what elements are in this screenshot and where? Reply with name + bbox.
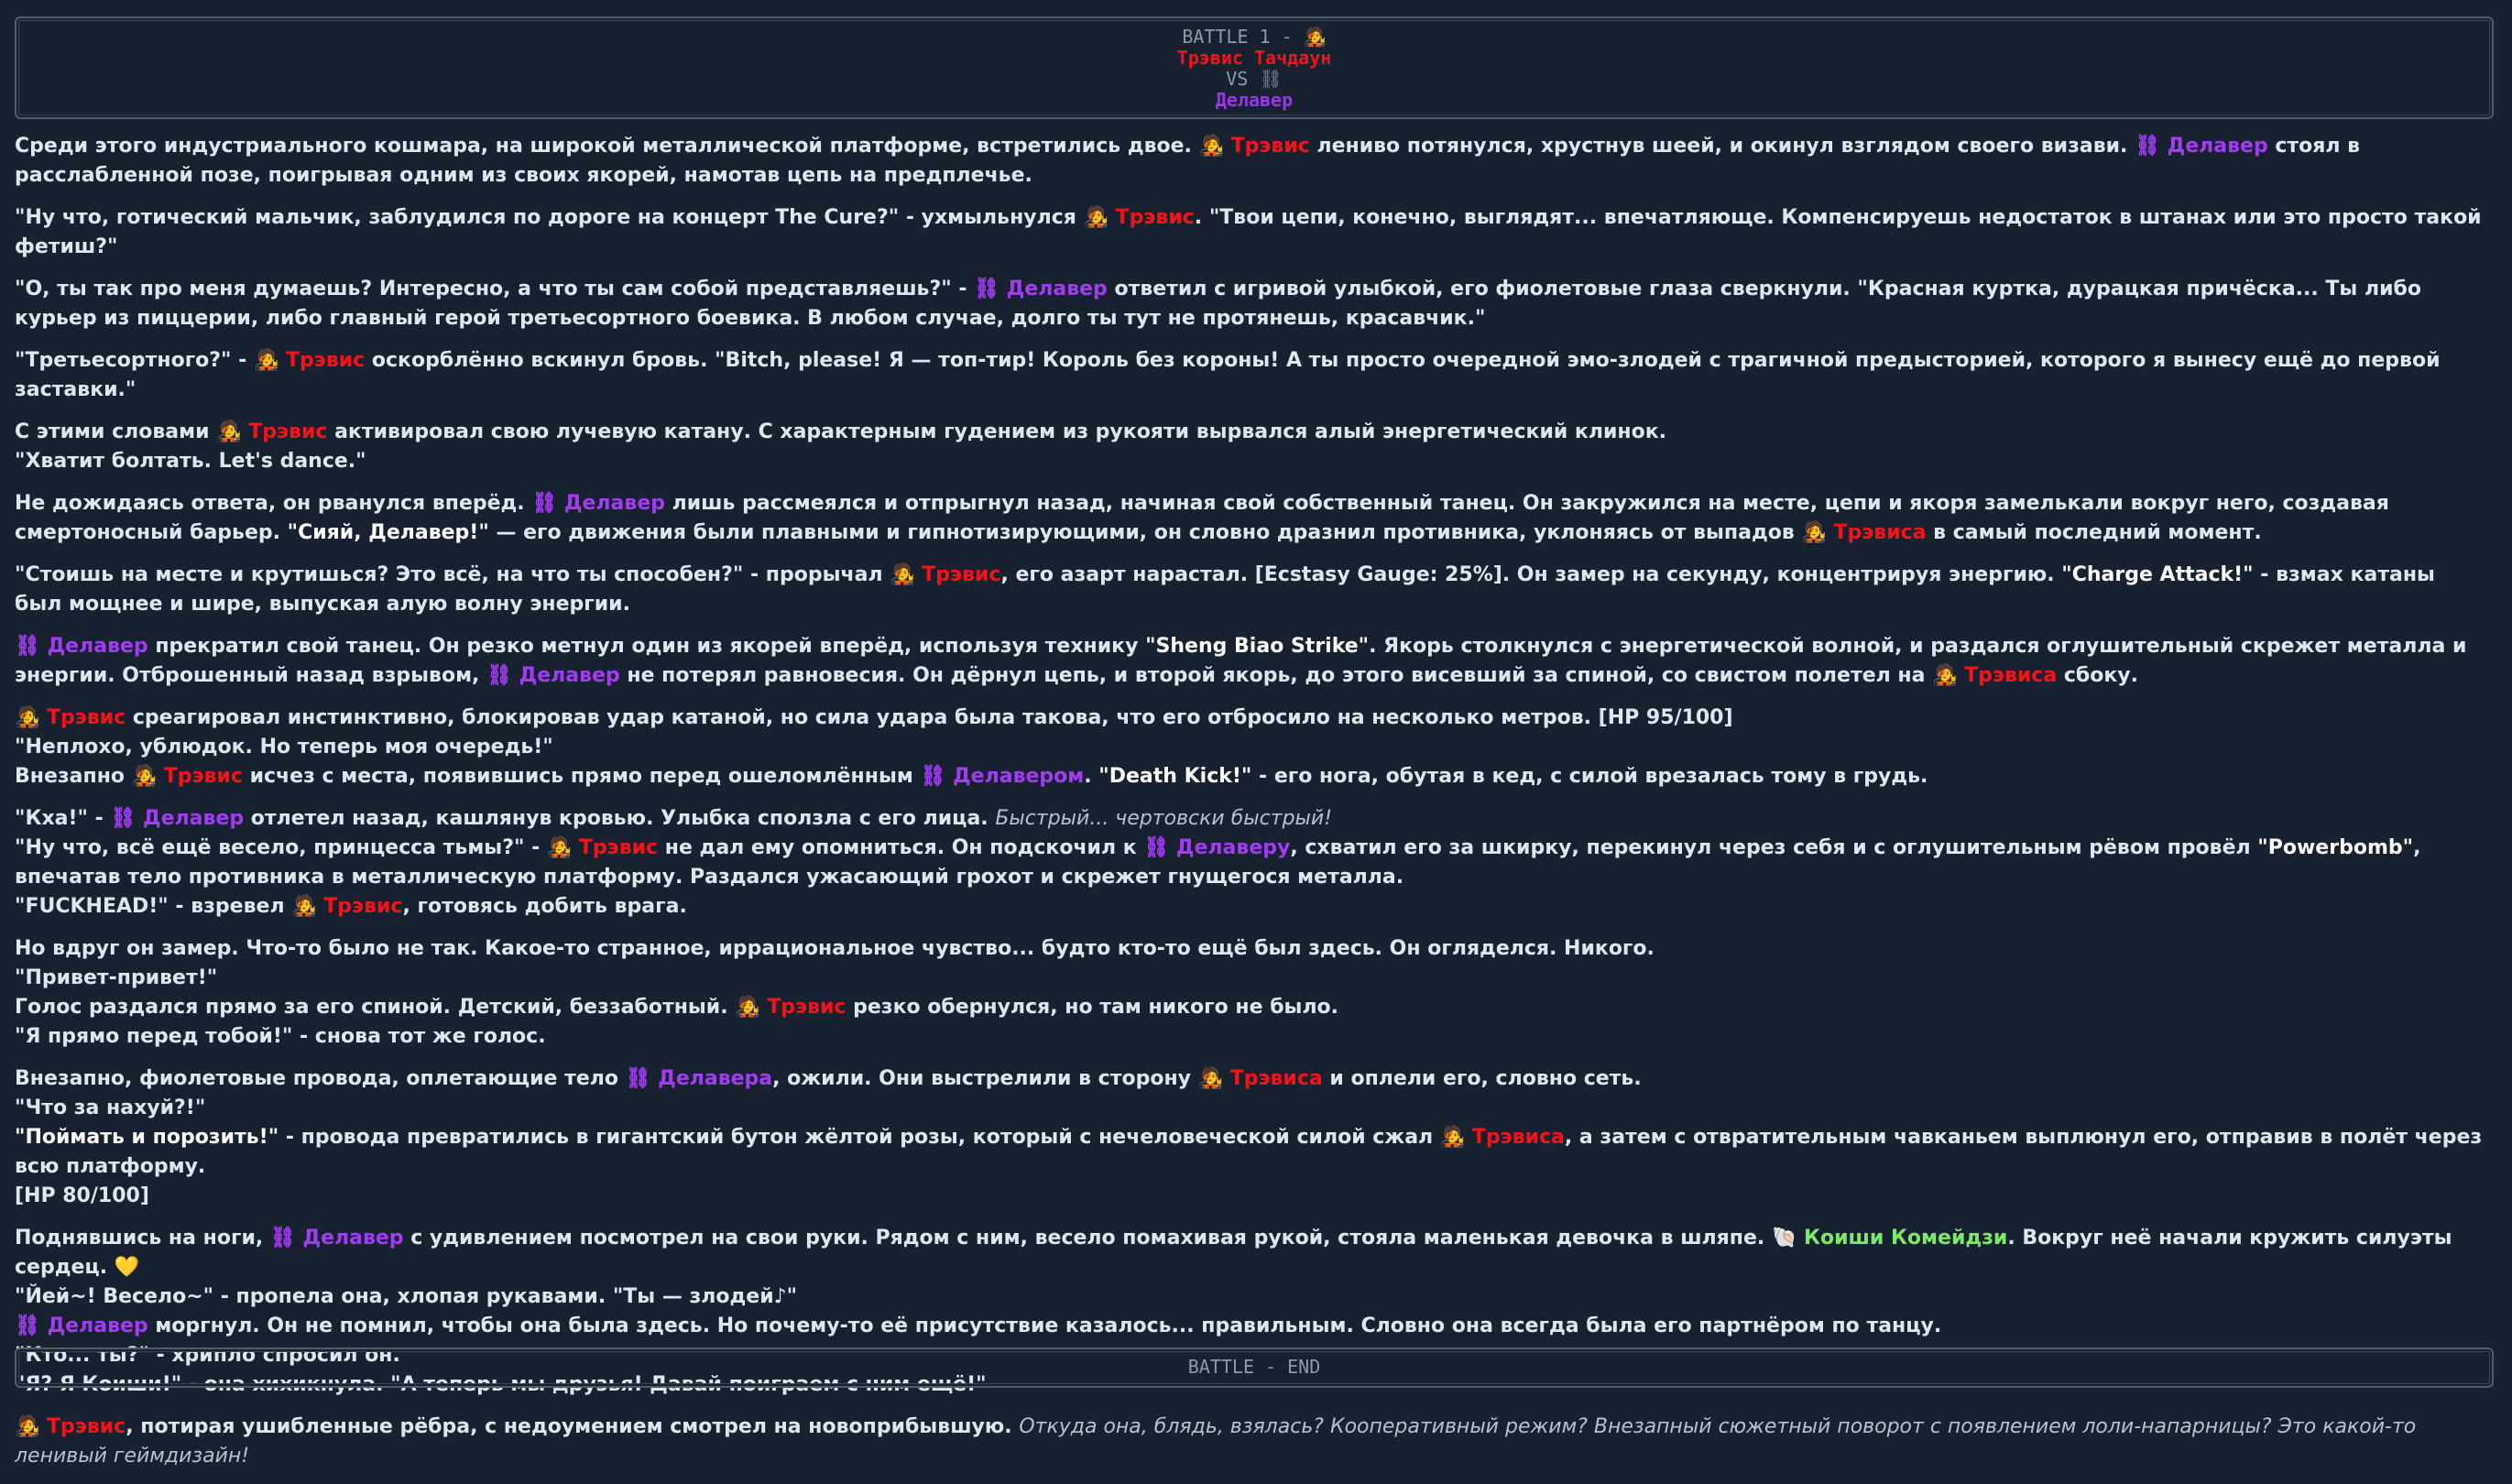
character-name-koishi: 🐚 Коиши Комейдзи — [1771, 1227, 2008, 1249]
character-name-travis: 🧑‍🎤 Трэвис — [216, 420, 328, 443]
story-text: Не дожидаясь ответа, он рванулся вперёд. — [15, 492, 532, 515]
story-text: лениво потянулся, хрустнув шеей, и окинул взглядом своего визави. — [1309, 135, 2135, 158]
character-name-travis: 🧑‍🎤 Трэвиса — [1801, 521, 1927, 544]
story-text: оскорблённо вскинул бровь. "Bitch, please! Я — топ-тир! Король без короны! А ты просто очередной эмо-злодей с трагичной предысторией, которого я вынесу ещё до первой заставки." — [15, 349, 2441, 401]
story-paragraph — [15, 804, 2488, 922]
story-text: не дал ему опомниться. Он подскочил к — [658, 836, 1144, 859]
story-text: "Кто... ты?" - хрипло спросил он. — [15, 1344, 400, 1367]
story-text: "Кха!" - — [15, 807, 111, 830]
story-text: "Ну что, всё ещё весело, принцесса тьмы?" - — [15, 836, 547, 859]
character-name-travis: 🧑‍🎤 Трэвис — [15, 1415, 126, 1438]
story-text: . "Твои цепи, конечно, выглядят... впечатляюще. Компенсируешь недостаток в штанах или это просто такой фетиш?" — [15, 206, 2482, 258]
character-name-travis: 🧑‍🎤 Трэвис — [735, 996, 846, 1019]
story-text: "Я прямо перед тобой!" - снова тот же голос. — [15, 1025, 546, 1048]
technique-callout: "Powerbomb" — [2257, 836, 2414, 859]
story-text: Поднявшись на ноги, — [15, 1227, 270, 1249]
story-text: , потирая ушибленные рёбра, с недоумением смотрел на новоприбывшую. — [126, 1415, 1020, 1438]
story-text: "О, ты так про меня думаешь? Интересно, а что ты сам собой представляешь?" - — [15, 278, 975, 300]
story-text: лишь рассмеялся и отпрыгнул назад, начиная свой собственный танец. Он закружился на месте, цепи и якоря замелькали вокруг него, создавая смертоносный барьер. — [15, 492, 2389, 544]
story-text: "FUCKHEAD!" - взревел — [15, 895, 292, 918]
story-text: , впечатав тело противника в металлическую платформу. Раздался ужасающий грохот и скрежет гнущегося металла. — [15, 836, 2421, 889]
character-name-delaver: ⛓ Делавер — [486, 664, 620, 687]
story-text: ответил с игривой улыбкой, его фиолетовые глаза сверкнули. "Красная куртка, дурацкая причёска... Ты либо курьер из пиццерии, либо главный герой третьесортного боевика. В любом случае, долго ты тут не протянешь, красавчик." — [15, 278, 2421, 330]
story-text: "Ну что, готический мальчик, заблудился по дороге на концерт The Cure?" - ухмыльнулся — [15, 206, 1084, 229]
story-text: в самый последний момент. — [1926, 521, 2262, 544]
character-name-travis: 🧑‍🎤 Трэвис — [546, 836, 659, 859]
story-text: "Неплохо, ублюдок. Но теперь моя очередь!" — [15, 736, 553, 758]
character-name-delaver: ⛓ Делавера — [625, 1067, 773, 1090]
battle-end-label: BATTLE - END — [1187, 1356, 1321, 1378]
inner-thought: Быстрый... чертовски быстрый! — [995, 807, 1333, 830]
story-text: "Стоишь на месте и крутишься? Это всё, на что ты способен?" - прорычал — [15, 563, 890, 586]
story-text: , готовясь добить врага. — [402, 895, 687, 918]
character-name-travis: 🧑‍🎤 Трэвис — [1198, 135, 1310, 158]
story-text: активировал свою лучевую катану. С характерным гудением из рукояти вырвался алый энергетический клинок. — [327, 420, 1666, 443]
character-name-travis: 🧑‍🎤 Трэвис — [1083, 206, 1195, 229]
story-text: "Третьесортного?" - — [15, 349, 254, 372]
technique-callout: "Сияй, Делавер!" — [287, 521, 489, 544]
character-name-travis: 🧑‍🎤 Трэвиса — [1932, 664, 2058, 687]
character-name-travis: 🧑‍🎤 Трэвис — [253, 349, 366, 372]
battle-footer-banner — [15, 1348, 2494, 1388]
battle-title: BATTLE 1 - 🧑‍🎤 — [1182, 26, 1327, 48]
technique-callout: "Sheng Biao Strike" — [1145, 635, 1370, 658]
story-text: Внезапно, фиолетовые провода, оплетающие тело — [15, 1067, 626, 1090]
character-name-delaver: ⛓ Делавер — [15, 635, 148, 658]
character-name-delaver: ⛓ Делавер — [269, 1227, 404, 1249]
character-name-travis: 🧑‍🎤 Трэвис — [291, 895, 403, 918]
story-paragraph — [15, 704, 2488, 791]
character-name-delaver: ⛓ Делавер — [2135, 135, 2268, 158]
story-text: моргнул. Он не помнил, чтобы она была здесь. Но почему-то её присутствие казалось... правильным. Словно она всегда была его партнёром по танцу. — [147, 1315, 1942, 1337]
story-text: "Я? Я Коиши!" - она хихикнула. "А теперь мы друзья! Давай поиграем с ним ещё!" — [15, 1373, 987, 1396]
fighter-one-name: Трэвис Тачдаун — [1176, 47, 1332, 69]
story-paragraph — [15, 934, 2488, 1052]
story-text: - провода превратились в гигантский бутон жёлтой розы, который с нечеловеческой силой сжал — [279, 1126, 1440, 1149]
inner-thought: Откуда она, блядь, взялась? Кооперативный режим? Внезапный сюжетный поворот с появлением лоли-напарницы? Это какой-то ленивый геймдизайн! — [15, 1415, 2417, 1468]
story-paragraph — [15, 275, 2488, 333]
story-text: Внезапно — [15, 765, 132, 788]
technique-callout: "Поймать и порозить!" — [15, 1126, 279, 1149]
character-name-delaver: ⛓ Делавер — [15, 1315, 148, 1337]
story-text: Среди этого индустриального кошмара, на широкой металлической платформе, встретились двое. — [15, 135, 1199, 158]
story-paragraph — [15, 1413, 2488, 1471]
character-name-travis: 🧑‍🎤 Трэвиса — [1439, 1126, 1565, 1149]
story-text: "Привет-привет!" — [15, 966, 218, 989]
story-text: "Йей~! Весело~" - пропела она, хлопая рукавами. "Ты — злодей♪" — [15, 1285, 798, 1308]
story-text: , ожили. Они выстрелили в сторону — [772, 1067, 1198, 1090]
story-text: отлетел назад, кашлянув кровью. Улыбка сползла с его лица. — [244, 807, 996, 830]
story-text: не потерял равновесия. Он дёрнул цепь, и второй якорь, до этого висевший за спиной, со свистом полетел на — [619, 664, 1933, 687]
story-text: прекратил свой танец. Он резко метнул один из якорей вперёд, используя технику — [147, 635, 1146, 658]
character-name-delaver: ⛓ Делавер — [531, 492, 665, 515]
story-paragraph — [15, 203, 2488, 262]
character-name-travis: 🧑‍🎤 Трэвис — [15, 706, 126, 729]
story-paragraph — [15, 418, 2488, 476]
character-name-delaver: ⛓ Делаверу — [1143, 836, 1291, 859]
story-paragraph — [15, 346, 2488, 405]
character-name-delaver: ⛓ Делавер — [110, 807, 245, 830]
story-text: , схватил его за шкирку, перекинул через себя и с оглушительным рёвом провёл — [1290, 836, 2258, 859]
story-text: С этими словами — [15, 420, 217, 443]
story-text: - его нога, обутая в кед, с силой врезалась тому в грудь. — [1251, 765, 1928, 788]
story-text: "Что за нахуй?!" — [15, 1097, 206, 1119]
fighter-two-name: Делавер — [1215, 89, 1294, 111]
story-text: , его азарт нарастал. [Ecstasy Gauge: 25%]. Он замер на секунду, концентрируя энергию. — [1000, 563, 2062, 586]
character-name-travis: 🧑‍🎤 Трэвиса — [1197, 1067, 1323, 1090]
story-text: Голос раздался прямо за его спиной. Детский, беззаботный. — [15, 996, 736, 1019]
story-text: среагировал инстинктивно, блокировав удар катаной, но сила удара была такова, что его отбросило на несколько метров. [HP 95/100] — [126, 706, 1733, 729]
story-text: и оплели его, словно сеть. — [1322, 1067, 1642, 1090]
character-name-travis: 🧑‍🎤 Трэвис — [131, 765, 243, 788]
story-text: стоял в расслабленной позе, поигрывая одним из своих якорей, намотав цепь на предплечье. — [15, 135, 2361, 187]
story-paragraph — [15, 489, 2488, 548]
heart-icon: 💛 — [114, 1256, 140, 1279]
story-text: , а затем с отвратительным чавканьем выплюнул его, отправив в полёт через всю платформу. — [15, 1126, 2483, 1178]
story-text: - взмах катаны был мощнее и шире, выпуская алую волну энергии. — [15, 563, 2435, 616]
versus-label: VS ⛓ — [1226, 68, 1283, 90]
story-text: сбоку. — [2057, 664, 2138, 687]
story-text: исчез с места, появившись прямо перед ошеломлённым — [242, 765, 921, 788]
story-text: Но вдруг он замер. Что-то было не так. Какое-то странное, иррациональное чувство... будто кто-то ещё был здесь. Он огляделся. Никого. — [15, 937, 1655, 960]
technique-callout: "Death Kick!" — [1098, 765, 1252, 788]
story-paragraph — [15, 632, 2488, 691]
story-text: — его движения были плавными и гипнотизирующими, он словно дразнил противника, уклоняясь от выпадов — [488, 521, 1802, 544]
character-name-travis: 🧑‍🎤 Трэвис — [890, 563, 1001, 586]
story-paragraph — [15, 1064, 2488, 1211]
story-text: [HP 80/100] — [15, 1184, 149, 1207]
battle-header-banner — [15, 16, 2494, 119]
character-name-delaver: ⛓ Делавером — [920, 765, 1085, 788]
story-paragraph — [15, 561, 2488, 619]
story-text: . Якорь столкнулся с энергетической волной, и раздался оглушительный скрежет металла и энергии. Отброшенный назад взрывом, — [15, 635, 2467, 687]
story-text: с удивлением посмотрел на свои руки. Рядом с ним, весело помахивая рукой, стояла маленькая девочка в шляпе. — [403, 1227, 1772, 1249]
battle-narrative — [15, 132, 2488, 1484]
story-text: . Вокруг неё начали кружить силуэты сердец. — [15, 1227, 2452, 1279]
story-text: "Хватит болтать. Let's dance." — [15, 450, 366, 473]
story-paragraph — [15, 132, 2488, 191]
character-name-delaver: ⛓ Делавер — [974, 278, 1108, 300]
story-text: резко обернулся, но там никого не было. — [846, 996, 1339, 1019]
story-text: . — [1084, 765, 1099, 788]
technique-callout: "Charge Attack!" — [2061, 563, 2254, 586]
